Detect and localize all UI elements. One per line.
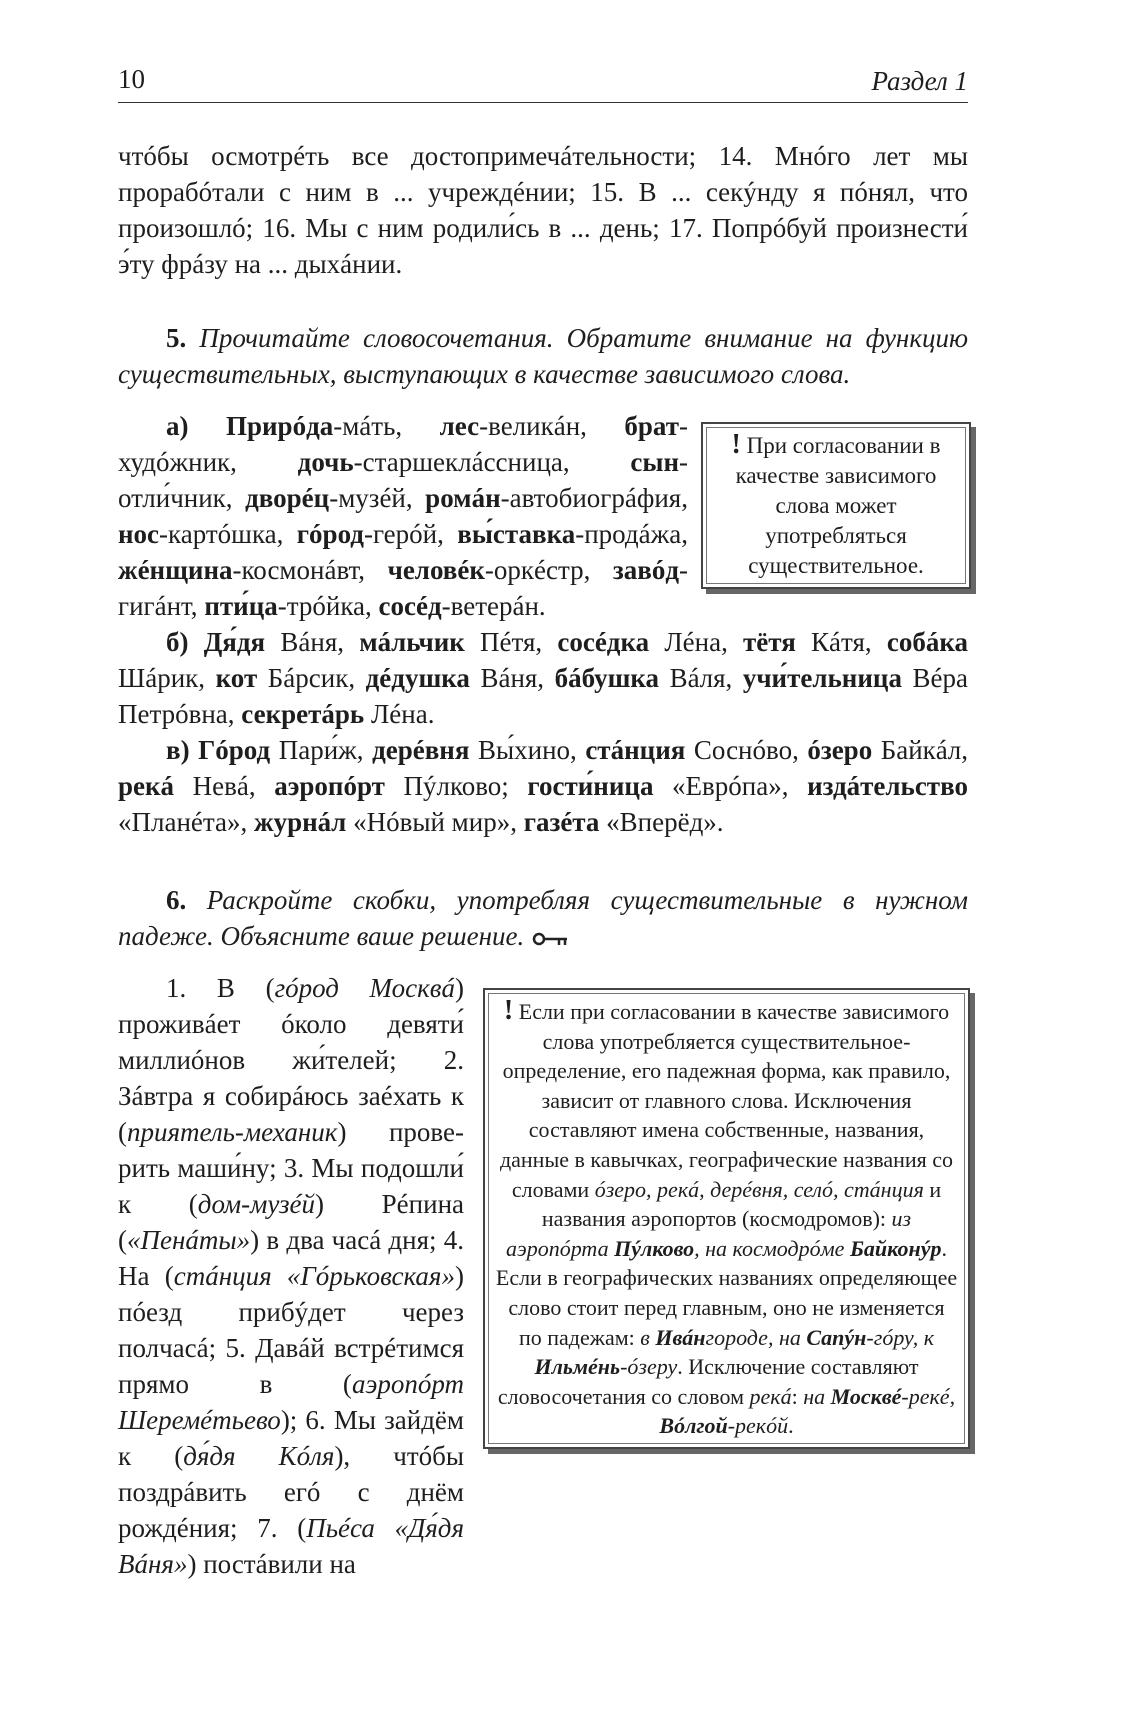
italic-run: аэропóрт Шеремéтьево xyxy=(118,1369,464,1435)
task6-instruction: Раскройте скобки, употребляя существительные в нужном падеже. Объясните ваше решение. xyxy=(118,885,968,951)
head-noun: журнáл xyxy=(254,807,347,837)
dependent-word: -великáн, xyxy=(479,411,625,441)
italic-run: городе, на xyxy=(705,1324,807,1350)
italic-run: гóрод Москвá xyxy=(274,973,455,1003)
task5-instruction: Прочитайте словосочетания. Обратите внимание на функцию существительных, выступающих в качестве зависимого слова. xyxy=(118,323,968,389)
text-run: ) проверить маши́ну; 3. Мы подошли́ к ( xyxy=(118,1117,464,1219)
dependent-word: Вáня, xyxy=(469,663,555,693)
head-noun: газéта xyxy=(523,807,600,837)
text-run: и названия аэропортов (космодромов): xyxy=(541,1176,942,1232)
intro-text: чтóбы осмотрéть все достопримечáтельности; 14. Мнóго лет мы прорабóтали с ним в ... учреждéнии; 15. В ... секýнду я пóнял, что произошлó; 16. Мы с ним родили́сь в ... день; 17. Попрóбуй произнести́ э́ту фрáзу на ... дыхáнии. xyxy=(118,141,968,279)
italic-run: -гóру, к xyxy=(866,1324,934,1350)
head-noun: рекá xyxy=(118,771,175,801)
task6-exercise xyxy=(118,970,464,1582)
italic-run: дом-музéй xyxy=(197,1189,316,1219)
head-noun: нос xyxy=(118,519,160,549)
bold-italic-run: Байконýр xyxy=(849,1235,942,1261)
italic-run: óзеро, рекá, дерéвня, селó, стáнция xyxy=(594,1176,924,1202)
part-label: а) xyxy=(166,411,226,441)
italic-run: рекá xyxy=(749,1383,792,1409)
head-noun: Прирóда xyxy=(225,411,334,441)
dependent-word: Вáня, xyxy=(265,627,360,657)
head-noun: сосéдка xyxy=(557,627,650,657)
head-noun: мáльчик xyxy=(359,627,465,657)
dependent-word: Вáля, xyxy=(659,663,743,693)
task5-note-text: При согласовании в качестве зависимого слова может употребляться существительное. xyxy=(735,433,941,578)
key-icon xyxy=(531,930,571,948)
text-run: . Исключение составляют словосочетания со словом xyxy=(497,1354,919,1409)
task6-note-text xyxy=(496,999,957,1438)
dependent-word: «Еврóпа», xyxy=(653,771,808,801)
dependent-word: -трóйка, xyxy=(277,591,379,621)
dependent-word: -картóшка, xyxy=(159,519,297,549)
text-run: ) пóезд прибýдет через полчасá; 5. Давáй встрéтимся прямо в ( xyxy=(118,1261,464,1399)
head-noun: дéдушка xyxy=(365,663,470,693)
head-noun: человéк xyxy=(387,555,485,585)
dependent-word: «Планéта», xyxy=(118,807,255,837)
bold-italic-run: Сапýн xyxy=(806,1324,867,1350)
head-noun: Дя́дя xyxy=(203,627,266,657)
text-run: . xyxy=(788,1413,794,1439)
dependent-word: Пари́ж, xyxy=(270,735,373,765)
task5-note-box xyxy=(701,422,971,589)
bold-italic-run: Ивáн xyxy=(655,1324,706,1350)
italic-run: Пьéса «Дя́дя Вáня» xyxy=(118,1513,465,1579)
dependent-word: Шáрик, xyxy=(118,663,216,693)
task6-number: 6. xyxy=(166,885,187,915)
head-noun: лес xyxy=(439,411,480,441)
bold-italic-run: Пýлково xyxy=(614,1235,695,1261)
head-noun: брат xyxy=(624,411,679,441)
italic-run: из аэропóрта xyxy=(506,1206,912,1261)
text-run: ), чтóбы поздрáвить егó с днём рождéния; 7. ( xyxy=(118,1441,465,1543)
text-run: Если в географических названиях определяющее слово стоит перед главным, оно не изменяется по падежам: xyxy=(495,1265,958,1350)
dependent-word: Вéра Петрóвна, xyxy=(118,663,968,729)
text-run: : xyxy=(791,1383,804,1409)
task5-part-a xyxy=(118,408,688,624)
task5-part-b xyxy=(118,624,968,732)
head-noun: вы́ставка xyxy=(457,519,576,549)
dependent-word: Кáтя, xyxy=(795,627,887,657)
task6-heading xyxy=(118,882,968,954)
italic-run: стáнция «Гóрьковская» xyxy=(173,1261,455,1291)
dependent-word: -худóжник, xyxy=(118,411,688,477)
dependent-word: -автобиогрáфия, xyxy=(500,483,688,513)
text-run: ) проживáет óколо девяти́ миллиóнов жи́телей; 2. Зáвтра я собирáюсь заéхать к ( xyxy=(118,973,464,1147)
head-noun: стáнция xyxy=(585,735,686,765)
head-noun: Гóрод xyxy=(198,735,271,765)
dependent-word: -герóй, xyxy=(363,519,458,549)
head-noun: óзеро xyxy=(807,735,873,765)
head-noun: жéнщина xyxy=(118,555,233,585)
italic-run: -рекóй xyxy=(727,1413,789,1439)
italic-run: на xyxy=(803,1383,831,1409)
head-noun: дерéвня xyxy=(372,735,470,765)
dependent-word: -гигáнт, xyxy=(118,555,688,621)
head-noun: дочь xyxy=(297,447,354,477)
head-noun: аэропóрт xyxy=(274,771,385,801)
head-noun: собáка xyxy=(886,627,968,657)
dependent-word: -музéй, xyxy=(329,483,426,513)
head-noun: дворéц xyxy=(245,483,330,513)
italic-run: приятель-механик xyxy=(127,1117,338,1147)
text-run: ) постáвили на xyxy=(187,1549,356,1579)
dependent-word: -космонáвт, xyxy=(232,555,388,585)
part-label: б) xyxy=(166,627,204,657)
head-noun: кот xyxy=(215,663,258,693)
dependent-word: Невá, xyxy=(174,771,275,801)
task5-number: 5. xyxy=(166,323,187,353)
exclamation-icon: ! xyxy=(503,995,514,1026)
italic-run: -рекé, xyxy=(901,1383,956,1409)
text-run: ) Рéпина ( xyxy=(118,1189,465,1255)
bold-italic-run: Вóлгой xyxy=(659,1413,728,1439)
dependent-word: -старшеклáссница, xyxy=(353,447,631,477)
head-noun: завóд xyxy=(612,555,679,585)
exclamation-icon: ! xyxy=(731,429,741,460)
dependent-word: -отли́чник, xyxy=(118,447,688,513)
head-noun: пти́ца xyxy=(204,591,278,621)
bold-italic-run: Ильмéнь xyxy=(534,1354,621,1380)
page-number: 10 xyxy=(118,64,145,94)
italic-run: в xyxy=(640,1324,656,1350)
head-noun: тётя xyxy=(743,627,796,657)
head-noun: сын xyxy=(630,447,679,477)
head-noun: секретáрь xyxy=(241,699,365,729)
text-run: Если при согласовании в качестве зависимого слова употребляется существительное-определение, его падежная форма, как правило, зависит от главного слова. Исключения составляют имена собственные, названия, данные в кавычках, географические названия со словами xyxy=(499,999,954,1202)
dependent-word: -мáть, xyxy=(333,411,440,441)
head-noun: бáбушка xyxy=(554,663,660,693)
dependent-word: Лéна. xyxy=(364,699,435,729)
dependent-word: Пéтя, xyxy=(464,627,558,657)
dependent-word: Соснóво, xyxy=(685,735,808,765)
dependent-word: Вы́хино, xyxy=(469,735,586,765)
dependent-word: «Вперёд». xyxy=(599,807,724,837)
head-noun: издáтельство xyxy=(807,771,968,801)
intro-paragraph xyxy=(118,138,968,282)
bold-italic-run: Москвé xyxy=(830,1383,902,1409)
italic-run: «Пенáты» xyxy=(127,1225,251,1255)
text-run: 1. В ( xyxy=(166,973,275,1003)
dependent-word: Байкáл, xyxy=(872,735,968,765)
italic-run: , на космодрóме xyxy=(694,1235,850,1261)
dependent-word: -продáжа, xyxy=(575,519,688,549)
section-title: Раздел 1 xyxy=(871,66,968,96)
task5-heading xyxy=(118,320,968,392)
dependent-word: Лéна, xyxy=(649,627,744,657)
head-noun: ромáн xyxy=(425,483,501,513)
task6-note-box xyxy=(483,988,970,1449)
head-noun: гóрод xyxy=(296,519,364,549)
head-noun: учи́тельница xyxy=(742,663,902,693)
text-run: ); 6. Мы зайдём к ( xyxy=(118,1405,464,1471)
task5-part-c xyxy=(118,732,968,840)
head-noun: сосéд xyxy=(378,591,442,621)
text-run: . xyxy=(941,1235,947,1261)
italic-run: дя́дя Кóля xyxy=(183,1441,335,1471)
italic-run: -óзеру xyxy=(620,1354,678,1380)
text-run: ) в два часá дня; 4. На ( xyxy=(118,1225,464,1291)
dependent-word: -ветерáн. xyxy=(441,591,546,621)
dependent-word: Бáрсик, xyxy=(257,663,366,693)
dependent-word: Пýлково; xyxy=(384,771,528,801)
page-header xyxy=(118,62,968,103)
head-noun: гости́ница xyxy=(527,771,654,801)
dependent-word: -оркéстр, xyxy=(484,555,613,585)
part-label: в) xyxy=(166,735,199,765)
dependent-word: «Нóвый мир», xyxy=(346,807,524,837)
